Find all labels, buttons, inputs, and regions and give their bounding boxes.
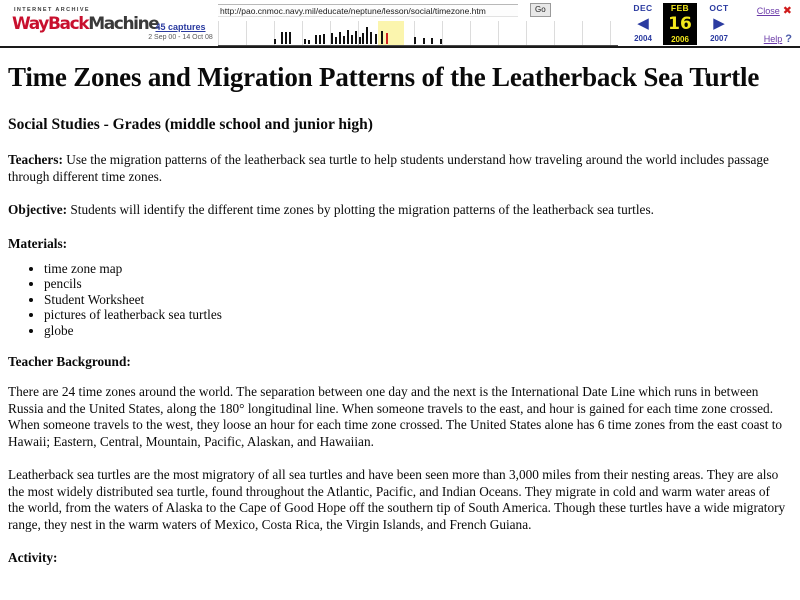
timeline-capture-bar[interactable] [366, 27, 368, 44]
timeline-month-separator [246, 21, 247, 45]
teacher-background-heading: Teacher Background: [8, 354, 131, 369]
timeline-capture-bar[interactable] [431, 38, 433, 44]
timeline-capture-bar[interactable] [351, 35, 353, 44]
timeline-month-separator [442, 21, 443, 45]
wayback-machine-toolbar [0, 0, 800, 48]
objective-paragraph [8, 202, 786, 219]
timeline-capture-bar[interactable] [414, 37, 416, 44]
teachers-label: Teachers: [8, 152, 63, 167]
go-button[interactable]: Go [530, 3, 551, 17]
prev-year-label: 2004 [634, 34, 652, 43]
material-item: • pencils [44, 276, 786, 292]
timeline-capture-bar[interactable] [347, 30, 349, 44]
timeline-capture-bar[interactable] [440, 39, 442, 44]
timeline-capture-bar[interactable] [362, 33, 364, 44]
timeline-capture-bar[interactable] [331, 33, 333, 44]
next-year-label: 2007 [710, 34, 728, 43]
material-item: • pictures of leatherback sea turtles [44, 307, 786, 323]
close-toolbar-button[interactable] [757, 4, 792, 17]
timeline-capture-bar[interactable] [359, 37, 361, 44]
question-mark-icon[interactable]: ? [785, 33, 792, 45]
timeline-capture-bar[interactable] [315, 35, 317, 44]
timeline-capture-bar[interactable] [304, 39, 306, 44]
timeline-capture-bar[interactable] [335, 37, 337, 44]
material-item: • time zone map [44, 261, 786, 277]
current-day-label: 16 [668, 14, 692, 34]
next-month-label: OCT [709, 3, 729, 13]
timeline-capture-bar[interactable] [355, 31, 357, 44]
current-year-label: 2006 [671, 35, 689, 44]
close-icon[interactable]: ✖ [782, 5, 792, 17]
material-item: • Student Worksheet [44, 292, 786, 308]
material-item: • globe [44, 323, 786, 339]
timeline-capture-bar[interactable] [343, 36, 345, 44]
url-input[interactable] [218, 4, 518, 17]
wordmark-wayback: WayBack [12, 14, 89, 34]
background-paragraph-2: Leatherback sea turtles are the most migratory of all sea turtles and have been seen more than 3,000 miles from their nesting areas. They are also the most widely distributed sea turtle, found throughout the Atlantic, Pacific, and Indian Oceans. They migrate in cold and warm water areas of the world, from the waters of Alaska to the Cape of Good Hope off the southern tip of South America. Though these turtles have a wide migratory range, they nest in the warm waters of Mexico, Costa Rica, the Virgin Islands, and French Guiana. [8, 467, 786, 532]
background-paragraph-1: There are 24 time zones around the world. The separation between one day and the next is the International Date Line which runs in between Russia and the United States, along the 180° longitudinal line. When someone travels to the east, and hour is gained for each time zone crossed. When someone travels to the west, they loose an hour for each time zone crossed. The United States alone has 6 time zones from the east coast to Hawaii; Eastern, Central, Mountain, Pacific, Alaskan, and Hawaiian. [8, 384, 783, 449]
timeline-month-separator [470, 21, 471, 45]
teachers-paragraph [8, 152, 786, 185]
subject-grade-heading: Social Studies - Grades (middle school and junior high) [8, 116, 373, 133]
date-navigation [626, 3, 738, 45]
materials-list [8, 261, 786, 339]
captures-date-range: 2 Sep 00 - 14 Oct 08 [148, 34, 213, 41]
capture-timeline-sparkline[interactable] [218, 21, 618, 46]
timeline-month-separator [498, 21, 499, 45]
timeline-capture-bar[interactable] [370, 32, 372, 44]
timeline-capture-bar[interactable] [281, 32, 283, 44]
next-capture-column[interactable] [702, 3, 736, 44]
materials-heading: Materials: [8, 235, 68, 251]
timeline-current-capture-bar[interactable] [386, 33, 388, 44]
captures-count-link[interactable]: 45 captures [155, 22, 206, 32]
timeline-month-separator [302, 21, 303, 45]
current-capture-date [663, 3, 697, 45]
timeline-capture-bar[interactable] [323, 34, 325, 44]
url-bar-row [218, 4, 563, 19]
timeline-capture-bar[interactable] [274, 39, 276, 44]
internet-archive-label: INTERNET ARCHIVE [14, 7, 90, 13]
timeline-month-separator [610, 21, 611, 45]
wayback-wordmark [12, 14, 159, 34]
objective-text: Students will identify the different time zones by plotting the migration patterns of the leatherback sea turtles. [67, 202, 654, 217]
timeline-capture-bar[interactable] [319, 35, 321, 44]
prev-capture-column[interactable] [626, 3, 660, 44]
captures-summary [133, 22, 228, 43]
activity-heading: Activity: [8, 550, 58, 565]
help-label[interactable]: Help [763, 34, 783, 44]
wayback-machine-logo[interactable] [12, 6, 159, 38]
timeline-month-separator [582, 21, 583, 45]
timeline-month-separator [554, 21, 555, 45]
timeline-capture-bar[interactable] [381, 31, 383, 44]
next-arrow-icon[interactable]: ▶ [713, 15, 725, 32]
objective-label: Objective: [8, 202, 68, 217]
close-label[interactable]: Close [756, 6, 780, 16]
timeline-capture-bar[interactable] [308, 40, 310, 44]
help-button[interactable] [764, 33, 792, 45]
teachers-text: Use the migration patterns of the leatherback sea turtle to help students understand how traveling around the world includes passage through different time zones. [8, 152, 769, 184]
timeline-month-separator [526, 21, 527, 45]
timeline-capture-bar[interactable] [285, 32, 287, 44]
timeline-capture-bar[interactable] [375, 34, 377, 44]
wordmark-machine: Machine [88, 14, 159, 34]
archived-page-content [0, 48, 800, 566]
current-month-label: FEB [670, 3, 690, 13]
timeline-capture-bar[interactable] [423, 38, 425, 44]
timeline-capture-bar[interactable] [339, 32, 341, 44]
prev-month-label: DEC [633, 3, 653, 13]
timeline-month-separator [218, 21, 219, 45]
page-title: Time Zones and Migration Patterns of the Leatherback Sea Turtle [8, 62, 760, 92]
timeline-capture-bar[interactable] [289, 32, 291, 44]
prev-arrow-icon[interactable]: ◀ [637, 15, 649, 32]
